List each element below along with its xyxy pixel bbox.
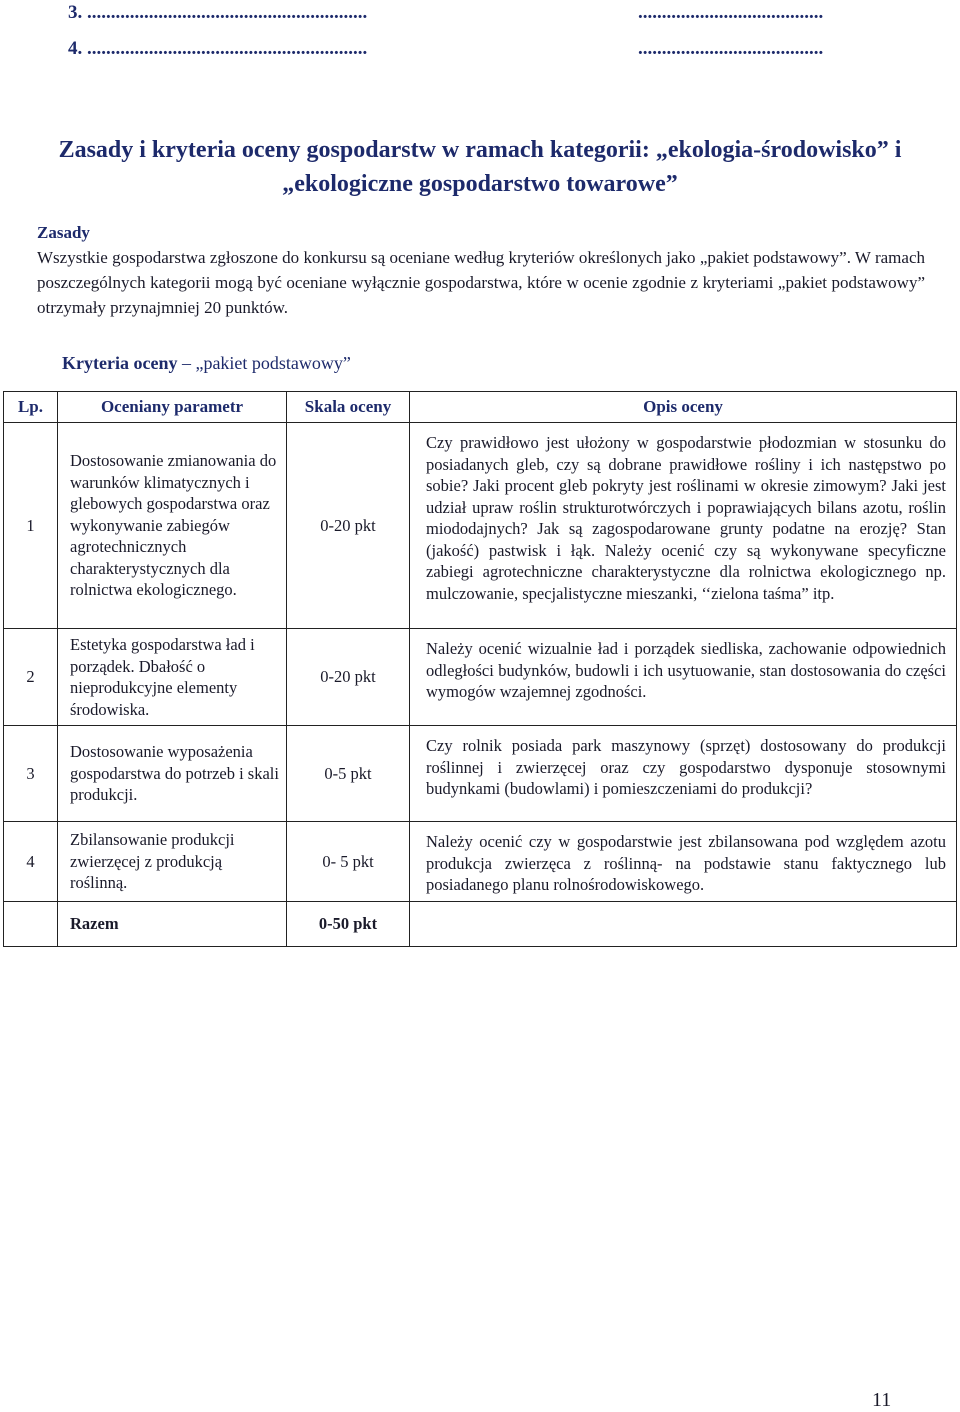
table-row (4, 822, 957, 902)
header-scale: Skala oceny (287, 392, 410, 423)
total-empty-cell (4, 901, 58, 946)
header-desc: Opis oceny (410, 392, 957, 423)
criteria-table (3, 391, 957, 947)
table-header-row (4, 392, 957, 423)
header-param: Oceniany parametr (58, 392, 287, 423)
line-3-left: 3. ........................................................... (68, 2, 368, 23)
document-title: Zasady i kryteria oceny gospodarstw w ramach kategorii: „ekologia-środowisko” i „ekologiczne gospodarstwo towarowe” (58, 137, 902, 197)
line-3-right: ....................................... (638, 2, 824, 23)
table-total-row (4, 901, 957, 946)
criteria-heading-bold: Kryteria oceny (62, 353, 178, 373)
row-number: 2 (4, 629, 58, 726)
row-description: Należy ocenić wizualnie ład i porządek siedliska, zachowanie odpowiednich odległości budynków, budowli i ich usytuowanie, stan dostosowania do części wymogów wzajemnej zgodności. (410, 629, 957, 726)
rules-paragraph: Wszystkie gospodarstwa zgłoszone do konkursu są oceniane według kryteriów określonych jako „pakiet podstawowy”. W ramach poszczególnych kategorii mogą być oceniane wyłącznie gospodarstwa, które w ocenie zgodnie z kryteriami „pakiet podstawowy” otrzymały przynajmniej 20 punktów. (37, 248, 925, 317)
row-number: 4 (4, 822, 58, 902)
table-row (4, 423, 957, 629)
row-scale: 0-20 pkt (287, 629, 410, 726)
total-desc-empty (410, 901, 957, 946)
row-parameter: Dostosowanie zmianowania do warunków klimatycznych i glebowych gospodarstwa oraz wykonywanie zabiegów agrotechnicznych charakterystycznych dla rolnictwa ekologicznego. (58, 423, 287, 629)
row-parameter: Estetyka gospodarstwa ład i porządek. Dbałość o nieprodukcyjne elementy środowiska. (58, 629, 287, 726)
numbered-line-4 (68, 38, 824, 60)
row-scale: 0-5 pkt (287, 726, 410, 822)
row-description: Należy ocenić czy w gospodarstwie jest zbilansowana pod względem azotu produkcja zwierzęca z roślinną- na podstawie stanu faktycznego lub posiadanego planu rolnośrodowiskowego. (410, 822, 957, 902)
criteria-heading-rest: – „pakiet podstawowy” (177, 353, 351, 373)
header-lp: Lp. (4, 392, 58, 423)
table-row (4, 726, 957, 822)
row-parameter: Zbilansowanie produkcji zwierzęcej z produkcją roślinną. (58, 822, 287, 902)
row-number: 3 (4, 726, 58, 822)
row-description: Czy prawidłowo jest ułożony w gospodarstwie płodozmian w stosunku do posiadanych gleb, czy są dobrane prawidłowe rośliny i ich następstwo po sobie? Jaki procent gleb pokryty jest roślinami w okresie zimowym? Jaki jest udział upraw roślin strukturotwórczych i poprawiających bilans azotu, roślin miododajnych? Jak są zagospodarowane grunty podatne na erozję? Stan (jakość) pastwisk i łąk. Należy ocenić czy są wykonywane specyficzne zabiegi agrotechniczne charakterystyczne dla rolnictwa ekologicznego np. mulczowanie, specjalistyczne mieszanki, ‘‘zielona taśma” itp. (410, 423, 957, 629)
row-scale: 0- 5 pkt (287, 822, 410, 902)
rules-heading: Zasady (37, 223, 90, 242)
page-number: 11 (872, 1389, 892, 1411)
rules-section (37, 220, 925, 320)
row-scale: 0-20 pkt (287, 423, 410, 629)
numbered-line-3 (68, 2, 824, 24)
row-description: Czy rolnik posiada park maszynowy (sprzęt) dostosowany do produkcji roślinnej i zwierzęcej oraz czy gospodarstwo dysponuje stosownymi budynkami (budowlami) i pomieszczeniami do produkcji? (410, 726, 957, 822)
line-4-right: ....................................... (638, 38, 824, 59)
total-scale: 0-50 pkt (287, 901, 410, 946)
row-number: 1 (4, 423, 58, 629)
total-label: Razem (58, 901, 287, 946)
line-4-left: 4. ........................................................... (68, 38, 368, 59)
table-row (4, 629, 957, 726)
criteria-heading (62, 353, 351, 374)
row-parameter: Dostosowanie wyposażenia gospodarstwa do potrzeb i skali produkcji. (58, 726, 287, 822)
